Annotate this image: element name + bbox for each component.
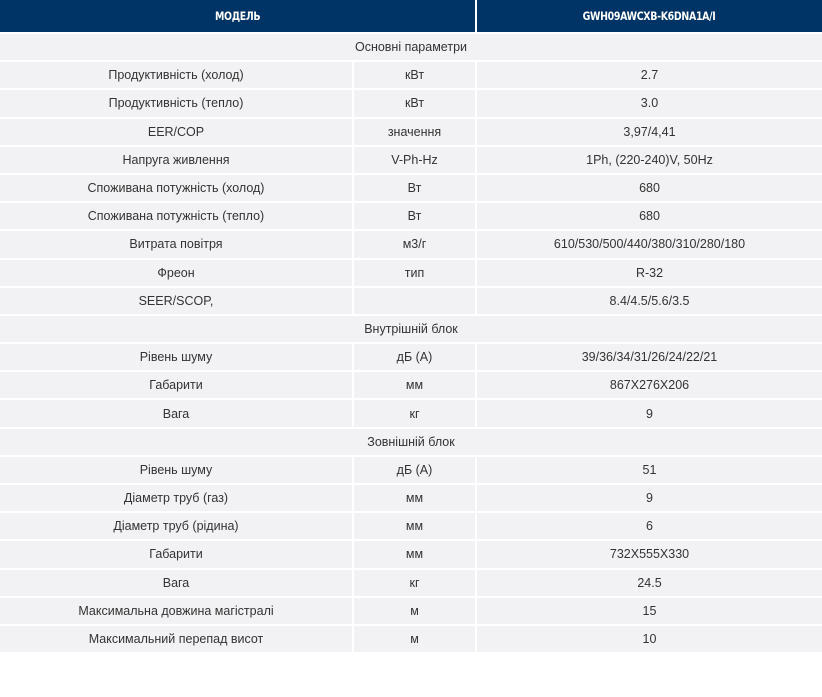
param-unit: мм <box>353 484 476 512</box>
param-unit: кВт <box>353 89 476 117</box>
model-label-header <box>0 0 476 33</box>
param-name: Споживана потужність (тепло) <box>0 202 353 230</box>
param-name: Продуктивність (тепло) <box>0 89 353 117</box>
param-unit: значення <box>353 118 476 146</box>
param-name: Напруга живлення <box>0 146 353 174</box>
param-value: 2.7 <box>476 61 822 89</box>
section-row-outdoor-unit <box>0 428 822 456</box>
param-name: Продуктивність (холод) <box>0 61 353 89</box>
param-unit: дБ (А) <box>353 343 476 371</box>
table-row <box>0 484 822 512</box>
table-body <box>0 33 822 653</box>
table-row <box>0 456 822 484</box>
param-unit: мм <box>353 512 476 540</box>
param-name: Вага <box>0 569 353 597</box>
param-value: 9 <box>476 484 822 512</box>
model-value: GWH09AWCXB-K6DNA1A/I <box>583 9 716 23</box>
section-title: Зовнішній блок <box>0 428 822 456</box>
table-row <box>0 625 822 653</box>
model-value-header <box>476 0 822 33</box>
param-value: 6 <box>476 512 822 540</box>
param-value: 680 <box>476 202 822 230</box>
section-title: Основні параметри <box>0 33 822 61</box>
param-name: Споживана потужність (холод) <box>0 174 353 202</box>
table-row <box>0 174 822 202</box>
table-row <box>0 569 822 597</box>
param-unit: кг <box>353 399 476 427</box>
param-name: Діаметр труб (газ) <box>0 484 353 512</box>
param-name: Рівень шуму <box>0 456 353 484</box>
param-name: Діаметр труб (рідина) <box>0 512 353 540</box>
table-row <box>0 597 822 625</box>
param-name: Максимальна довжина магістралі <box>0 597 353 625</box>
param-name: Рівень шуму <box>0 343 353 371</box>
param-value: 8.4/4.5/5.6/3.5 <box>476 287 822 315</box>
table-row <box>0 371 822 399</box>
table-row <box>0 343 822 371</box>
param-name: Максимальний перепад висот <box>0 625 353 653</box>
param-unit: Вт <box>353 174 476 202</box>
param-value: 39/36/34/31/26/24/22/21 <box>476 343 822 371</box>
header-row <box>0 0 822 33</box>
param-unit: м <box>353 625 476 653</box>
param-unit <box>353 287 476 315</box>
param-value: 3.0 <box>476 89 822 117</box>
table-row <box>0 89 822 117</box>
param-value: 3,97/4,41 <box>476 118 822 146</box>
param-value: 680 <box>476 174 822 202</box>
table-row <box>0 399 822 427</box>
table-row <box>0 259 822 287</box>
param-name: SEER/SCOP, <box>0 287 353 315</box>
param-value: 9 <box>476 399 822 427</box>
param-name: Витрата повітря <box>0 230 353 258</box>
param-unit: дБ (А) <box>353 456 476 484</box>
param-value: 10 <box>476 625 822 653</box>
param-name: EER/COP <box>0 118 353 146</box>
param-unit: тип <box>353 259 476 287</box>
table-row <box>0 202 822 230</box>
param-value: 24.5 <box>476 569 822 597</box>
param-value: 51 <box>476 456 822 484</box>
table-row <box>0 118 822 146</box>
param-unit: кг <box>353 569 476 597</box>
param-value: 732X555X330 <box>476 540 822 568</box>
param-name: Вага <box>0 399 353 427</box>
param-name: Габарити <box>0 371 353 399</box>
param-value: 1Ph, (220-240)V, 50Hz <box>476 146 822 174</box>
param-value: 867X276X206 <box>476 371 822 399</box>
param-unit: мм <box>353 540 476 568</box>
section-row-main-parameters <box>0 33 822 61</box>
param-value: 610/530/500/440/380/310/280/180 <box>476 230 822 258</box>
param-name: Габарити <box>0 540 353 568</box>
section-title: Внутрішній блок <box>0 315 822 343</box>
param-unit: м <box>353 597 476 625</box>
section-row-indoor-unit <box>0 315 822 343</box>
table-row <box>0 540 822 568</box>
param-value: R-32 <box>476 259 822 287</box>
table-row <box>0 146 822 174</box>
table-row <box>0 287 822 315</box>
param-name: Фреон <box>0 259 353 287</box>
param-unit: V-Ph-Hz <box>353 146 476 174</box>
table-header <box>0 0 822 33</box>
table-row <box>0 61 822 89</box>
param-unit: Вт <box>353 202 476 230</box>
param-unit: м3/г <box>353 230 476 258</box>
table-row <box>0 512 822 540</box>
param-unit: кВт <box>353 61 476 89</box>
model-label: МОДЕЛЬ <box>214 9 261 23</box>
param-unit: мм <box>353 371 476 399</box>
table-row <box>0 230 822 258</box>
param-value: 15 <box>476 597 822 625</box>
